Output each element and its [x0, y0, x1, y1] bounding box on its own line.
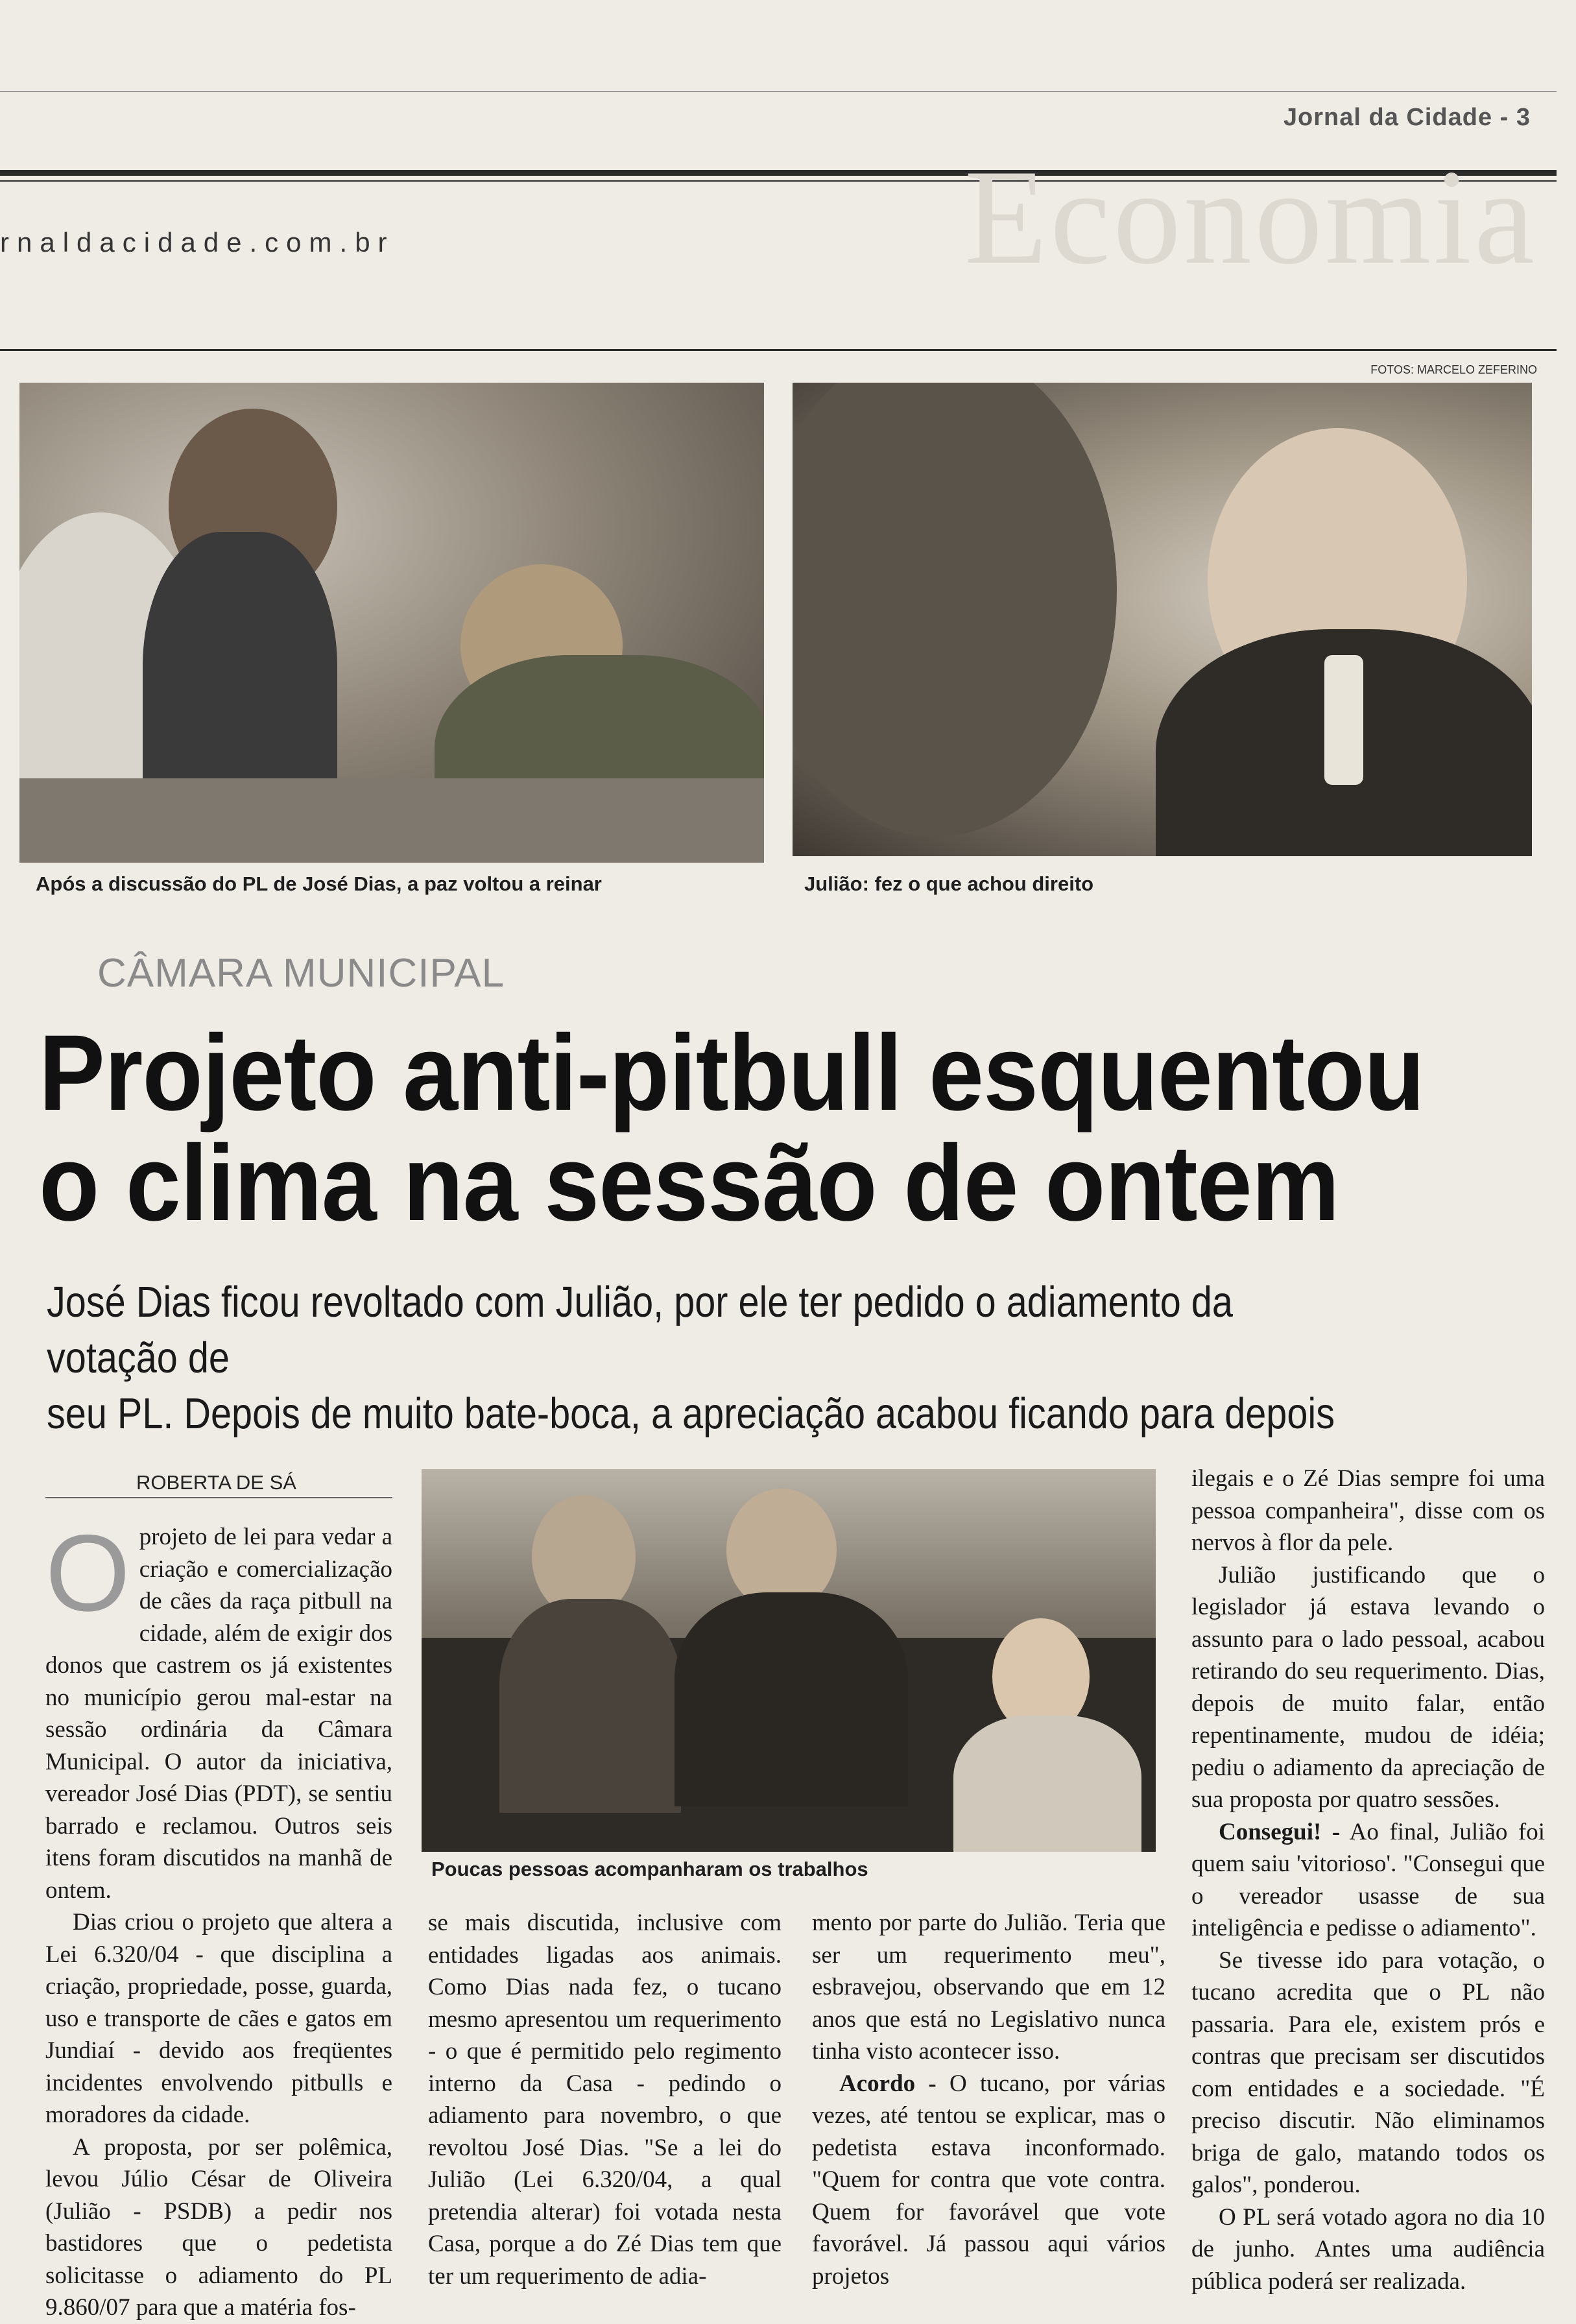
photo-left-caption: Após a discussão do PL de José Dias, a paz voltou a reinar [36, 872, 602, 895]
paragraph: Dias criou o projeto que altera a Lei 6.320/04 - que disciplina a criação, propriedade, posse, guarda, uso e transporte de cães e gatos em Jundiaí - devido aos freqüentes incidentes envolvendo pitbulls e moradores da cidade. [45, 1909, 392, 2128]
photo-credit: FOTOS: MARCELO ZEFERINO [1370, 363, 1537, 376]
section-title: Economia [964, 142, 1537, 293]
byline-rule [45, 1497, 392, 1498]
paragraph [1191, 1816, 1545, 1945]
site-address: rnaldacidade.com.br [0, 227, 395, 258]
top-thin-rule [0, 91, 1557, 92]
article-kicker: CÂMARA MUNICIPAL [97, 951, 505, 996]
paragraph: Julião justificando que o legislador já estava levando o assunto para o lado pessoal, acabou retirando do seu requerimento. Dias, depois de muito falar, então repentinamente, mudou de idéia; pediu o adiamento da apreciação de sua proposta por quatro sessões. [1191, 1561, 1545, 1813]
photo-audience [422, 1469, 1156, 1852]
article-column-3 [812, 1907, 1165, 2292]
paragraph [812, 2068, 1165, 2293]
article-deck [47, 1275, 1341, 1442]
photo-juliao [793, 383, 1532, 856]
deck-line-2: seu PL. Depois de muito bate-boca, a apreciação acabou ficando para depois [47, 1389, 1335, 1438]
photo-bottom-caption: Poucas pessoas acompanharam os trabalhos [431, 1858, 868, 1880]
subhead-acordo: Acordo - [839, 2070, 937, 2097]
deck-line-1: José Dias ficou revoltado com Julião, por ele ter pedido o adiamento da votação de [47, 1278, 1233, 1382]
article-column-2 [428, 1907, 782, 2292]
headline-line-1: Projeto anti-pitbull esquentou [39, 1013, 1424, 1133]
paragraph: O PL será votado agora no dia 10 de junho. Antes uma audiência pública poderá ser realizada. [1191, 2203, 1545, 2295]
paragraph: projeto de lei para vedar a criação e comercialização de cães da raça pitbull na cidade, além de exigir dos donos que castrem os já existentes no município gerou mal-estar na sessão ordinária da Câmara Municipal. O autor da iniciativa, vereador José Dias (PDT), se sentiu barrado e reclamou. Outros seis itens foram discutidos na manhã de ontem. [45, 1524, 392, 1904]
paragraph: mento por parte do Julião. Teria que ser um requerimento meu", esbravejou, observando que em 12 anos que está no Legislativo nunca tinha visto acontecer isso. [812, 1910, 1165, 2065]
paragraph: A proposta, por ser polêmica, levou Júlio César de Oliveira (Julião - PSDB) a pedir nos bastidores que o pedetista solicitasse o adiamento do PL 9.860/07 para que a matéria fos- [45, 2133, 392, 2321]
article-headline [39, 1013, 1429, 1243]
paragraph: ilegais e o Zé Dias sempre foi uma pessoa companheira", disse com os nervos à flor da pele. [1191, 1465, 1545, 1556]
section-bottom-rule [0, 349, 1557, 351]
paragraph-text: Ao final, Julião foi quem saiu 'vitorioso'. "Consegui que o vereador usasse de sua inteligência e pedisse o adiamento". [1191, 1818, 1545, 1941]
journal-page-label: Jornal da Cidade - 3 [1283, 104, 1531, 131]
paragraph: se mais discutida, inclusive com entidades ligadas aos animais. Como Dias nada fez, o tucano mesmo apresentou um requerimento - o que é permitido pelo regimento interno da Casa - pedindo o adiamento para novembro, o que revoltou José Dias. "Se a lei do Julião (Lei 6.320/04, a qual pretendia alterar) foi votada nesta Casa, porque a do Zé Dias tem que ter um requerimento de adia- [428, 1910, 782, 2290]
headline-line-2: o clima na sessão de ontem [39, 1123, 1339, 1243]
subhead-consegui: Consegui! - [1219, 1818, 1341, 1845]
article-column-4 [1191, 1463, 1545, 2297]
paragraph-text: O tucano, por várias vezes, até tentou se explicar, mas o pedetista estava inconformado. "Quem for contra que vote contra. Quem for favorável que vote favorável. Já passou aqui vários projetos [812, 2070, 1165, 2290]
byline: ROBERTA DE SÁ [136, 1471, 296, 1494]
photo-right-caption: Julião: fez o que achou direito [804, 872, 1094, 895]
article-column-1 [45, 1512, 392, 2324]
photo-council-meeting [19, 383, 764, 863]
paragraph: Se tivesse ido para votação, o tucano acredita que o PL não passaria. Para ele, existem prós e contras que precisam ser discutidos com entidades e a sociedade. "É preciso discutir. Não eliminamos briga de galo, matando todos os galos", ponderou. [1191, 1947, 1545, 2198]
drop-cap: O [45, 1512, 130, 1634]
